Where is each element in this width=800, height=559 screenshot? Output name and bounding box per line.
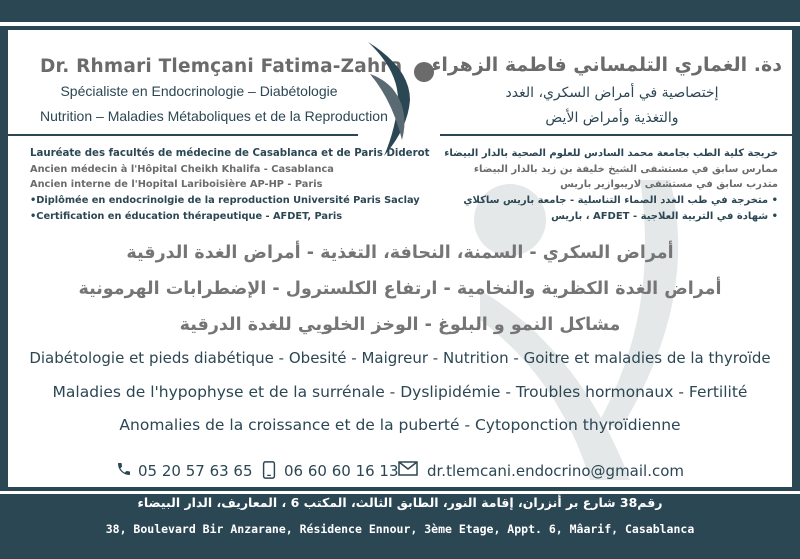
credential-ar-4: • متخرجة في طب الغدد الصماء التناسلية - جامعة باريس ساكلاي [463, 195, 778, 206]
email-address[interactable]: dr.tlemcani.endocrino@gmail.com [427, 462, 685, 480]
phone-icon [116, 461, 132, 477]
service-fr-line-2: Maladies de l'hypophyse et de la surrénale - Dyslipidémie - Troubles hormonaux - Fertilité [52, 383, 748, 401]
credential-ar-3: متدرب سابق في مستشفى لاريبوازير باريس [560, 179, 778, 190]
logo-figure-icon [362, 40, 436, 158]
mobile-icon [262, 461, 276, 479]
left-divider [8, 134, 358, 136]
email-icon [398, 461, 418, 476]
phone-number[interactable]: 05 20 57 63 65 [138, 462, 253, 480]
doctor-name-fr: Dr. Rhmari Tlemçani Fatima-Zahra [40, 56, 403, 77]
right-divider [440, 134, 792, 136]
service-ar-line-1: أمراض السكري - السمنة، النحافة، التغذية - أمراض الغدة الدرقية [126, 243, 674, 263]
service-fr-line-3: Anomalies de la croissance et de la puberté - Cytoponction thyroïdienne [119, 416, 681, 434]
address-ar: رقم38 شارع بر أنزران، إقامة النور، الطابق الثالث، المكتب 6 ، المعاريف، الدار البيضاء [137, 495, 663, 510]
specialty-fr-line-1: Spécialiste en Endocrinologie – Diabétologie [60, 83, 338, 99]
credential-fr-2: Ancien médecin à l'Hôpital Cheikh Khalifa - Casablanca [30, 164, 334, 175]
credential-fr-1: Lauréate des facultés de médecine de Casablanca et de Paris Diderot [30, 148, 430, 159]
credential-fr-3: Ancien interne de l'Hopital Lariboisière AP-HP - Paris [30, 179, 323, 190]
top-band [0, 0, 800, 30]
specialty-fr-line-2: Nutrition – Maladies Métaboliques et de la Reproduction [40, 108, 388, 124]
credential-fr-5: •Certification en éducation thérapeutique - AFDET, Paris [30, 211, 343, 222]
address-fr: 38, Boulevard Bir Anzarane, Résidence Ennour, 3ème Etage, Appt. 6, Mâarif, Casablanca [105, 522, 695, 536]
specialty-ar-line-2: والتغذية وأمراض الأيض [545, 110, 679, 126]
credential-fr-4: •Diplômée en endocrinolgie de la reproduction Université Paris Saclay [30, 195, 420, 206]
credential-ar-5: • شهادة في التربية العلاجية - AFDET ، باريس [551, 211, 778, 222]
service-fr-line-1: Diabétologie et pieds diabétique - Obesité - Maigreur - Nutrition - Goitre et maladies de la thyroïde [29, 349, 771, 367]
credential-ar-2: ممارس سابق في مستشفى الشيخ خليفة بن زيد بالدار البيضاء [473, 164, 778, 175]
service-ar-line-3: مشاكل النمو و البلوغ - الوخز الخلويي للغدة الدرقية [179, 315, 621, 335]
specialty-ar-line-1: إختصاصية في أمراض السكري، الغدد [505, 85, 719, 101]
doctor-name-ar: دة. الغماري التلمساني فاطمة الزهراء [431, 54, 782, 76]
service-ar-line-2: أمراض الغدة الكظرية والنخامية - ارتفاع الكلسترول - الإضطرابات الهرمونية [78, 279, 722, 299]
mobile-number[interactable]: 06 60 60 16 13 [284, 462, 399, 480]
credential-ar-1: خريجة كلية الطب بجامعة محمد السادس للعلوم الصحية بالدار البيضاء [444, 148, 778, 159]
contact-row [0, 459, 800, 483]
